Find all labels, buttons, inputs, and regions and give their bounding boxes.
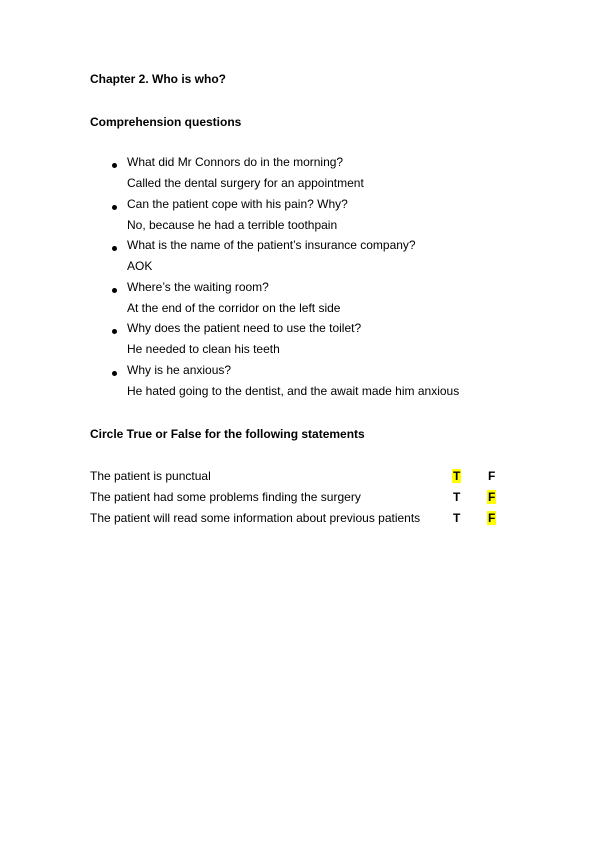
question-text: Why does the patient need to use the toilet? (127, 321, 362, 336)
false-option[interactable]: F (488, 469, 496, 483)
question-text: Where’s the waiting room? (127, 279, 269, 294)
answer-text: He hated going to the dentist, and the await made him anxious (127, 383, 460, 398)
table-row (90, 490, 570, 511)
bullet-icon (112, 371, 117, 376)
false-option[interactable]: F (488, 510, 496, 525)
bullet-icon (112, 163, 117, 168)
chapter-title: Chapter 2. Who is who? (90, 72, 227, 86)
answer-text: At the end of the corridor on the left side (127, 300, 341, 315)
list-item (90, 238, 570, 280)
bullet-icon (112, 288, 117, 293)
true-false-heading: Circle True or False for the following statements (90, 427, 365, 441)
table-row (90, 511, 570, 532)
true-option[interactable]: T (453, 510, 461, 525)
answer-text: AOK (127, 259, 153, 274)
comprehension-heading: Comprehension questions (90, 115, 242, 129)
answer-text: He needed to clean his teeth (127, 342, 280, 357)
list-item (90, 280, 570, 322)
bullet-icon (112, 246, 117, 251)
true-option[interactable]: T (453, 489, 461, 504)
table-row (90, 469, 570, 490)
bullet-icon (112, 329, 117, 334)
question-text: What is the name of the patient’s insurance company? (127, 238, 416, 253)
list-item (90, 155, 570, 197)
answer-text: No, because he had a terrible toothpain (127, 217, 338, 232)
list-item (90, 197, 570, 239)
comprehension-list (90, 155, 570, 405)
answer-text: Called the dental surgery for an appointment (127, 176, 364, 190)
bullet-icon (112, 205, 117, 210)
list-item (90, 321, 570, 363)
question-text: What did Mr Connors do in the morning? (127, 155, 344, 169)
statement-text: The patient had some problems finding the surgery (90, 489, 361, 504)
list-item (90, 363, 570, 405)
question-text: Why is he anxious? (127, 362, 232, 377)
question-text: Can the patient cope with his pain? Why? (127, 196, 348, 211)
statement-text: The patient will read some information about previous patients (90, 510, 421, 525)
statement-text: The patient is punctual (90, 469, 211, 483)
false-option[interactable]: F (488, 489, 496, 504)
true-option[interactable]: T (453, 469, 461, 483)
true-false-table (90, 469, 570, 531)
